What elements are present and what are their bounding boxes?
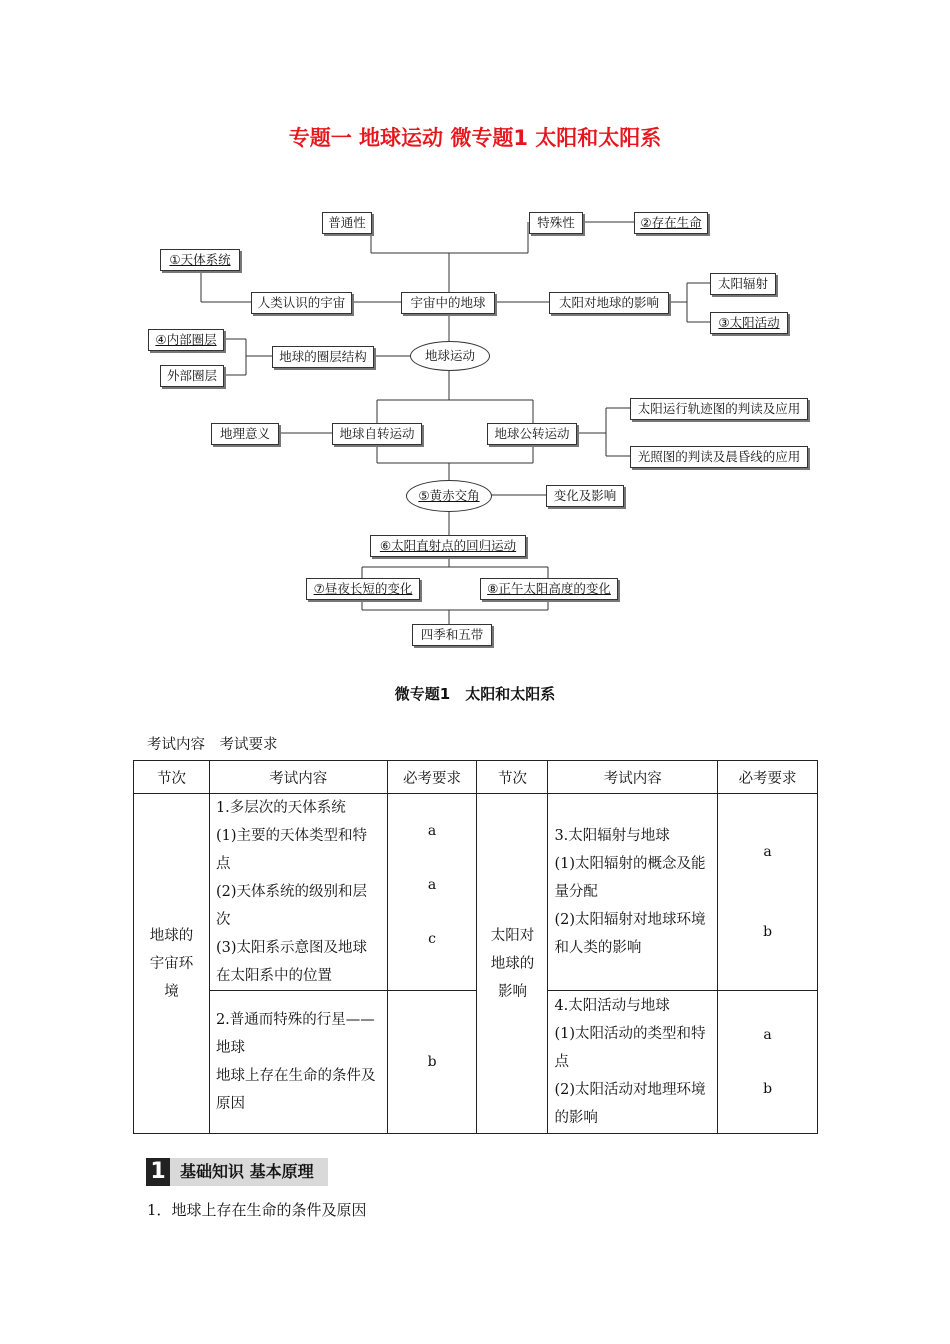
item-heading: 1．地球上存在生命的条件及原因	[147, 1201, 367, 1219]
header-cell: 必考要求	[387, 761, 477, 794]
req-value: a	[763, 844, 772, 860]
req-value: c	[428, 931, 436, 947]
req-value: a	[427, 877, 437, 893]
table-row	[134, 991, 818, 1134]
content-cell	[209, 991, 387, 1134]
header-cell: 考试内容	[209, 761, 387, 794]
node-yuzhou: 宇宙中的地球	[401, 292, 495, 314]
content-line: 3.太阳辐射与地球	[554, 828, 670, 844]
header-cell: 考试内容	[548, 761, 718, 794]
content-line: 1.多层次的天体系统	[215, 800, 346, 816]
node-teshuxing: 特殊性	[529, 212, 583, 234]
node-diqiuyundong: 地球运动	[410, 341, 490, 371]
req-cell: b	[387, 991, 477, 1134]
section-number: 1	[146, 1158, 170, 1186]
node-huangchi: ⑤黄赤交角	[406, 480, 492, 512]
content-cell	[548, 991, 718, 1134]
node-zhouye: ⑦昼夜长短的变化	[306, 578, 420, 600]
content-line: 地球上存在生命的条件及原因	[215, 1068, 376, 1112]
node-tianti: ①天体系统	[160, 249, 240, 271]
content-line: (2)太阳活动对地理环境的影响	[554, 1082, 706, 1126]
content-line: (1)太阳辐射的概念及能量分配	[554, 856, 706, 900]
section-name: 太阳对地球的影响	[490, 927, 535, 1000]
header-cell: 必考要求	[718, 761, 818, 794]
content-line: (1)主要的天体类型和特点	[215, 828, 367, 872]
node-gongzhuan: 地球公转运动	[487, 423, 577, 445]
node-guiji: 太阳运行轨迹图的判读及应用	[630, 398, 808, 420]
node-zhengwu: ⑧正午太阳高度的变化	[480, 578, 618, 600]
table-header-row	[134, 761, 818, 794]
req-value: a	[763, 1027, 772, 1043]
content-cell	[548, 794, 718, 991]
node-yingxiang: 太阳对地球的影响	[549, 292, 669, 314]
concept-map-lines	[0, 0, 950, 660]
node-fushe: 太阳辐射	[710, 273, 776, 295]
req-value: b	[763, 924, 773, 940]
section-name: 地球的宇宙环境	[149, 927, 194, 1000]
node-zizhuan: 地球自转运动	[332, 423, 422, 445]
content-line: (2)太阳辐射对地球环境和人类的影响	[554, 912, 706, 956]
node-dili: 地理意义	[211, 423, 279, 445]
req-value: b	[763, 1081, 773, 1097]
header-cell: 节次	[134, 761, 210, 794]
section-heading	[146, 1158, 328, 1186]
node-guangzhao: 光照图的判读及晨昏线的应用	[630, 446, 808, 468]
section-cell	[477, 794, 548, 1134]
req-value: a	[427, 823, 437, 839]
node-zhishe: ⑥太阳直射点的回归运动	[370, 535, 526, 557]
node-renlei: 人类认识的宇宙	[251, 292, 352, 314]
exam-table	[133, 760, 818, 1134]
node-cunzai: ②存在生命	[634, 212, 708, 234]
node-siji: 四季和五带	[412, 624, 492, 646]
req-cell	[718, 794, 818, 991]
req-cell	[387, 794, 477, 991]
node-putongxing: 普通性	[322, 212, 372, 234]
content-line: 4.太阳活动与地球	[554, 998, 670, 1014]
req-cell	[718, 991, 818, 1134]
subtitle: 微专题1 太阳和太阳系	[394, 685, 556, 703]
header-cell: 节次	[477, 761, 548, 794]
content-cell	[209, 794, 387, 991]
node-quanceng: 地球的圈层结构	[272, 346, 374, 368]
table-row	[134, 794, 818, 991]
section-title: 基础知识 基本原理	[170, 1158, 328, 1186]
node-waibu: 外部圈层	[160, 365, 224, 387]
page-title: 专题一 地球运动 微专题1 太阳和太阳系	[288, 126, 662, 150]
node-neibu: ④内部圈层	[148, 329, 224, 351]
content-line: (1)太阳活动的类型和特点	[554, 1026, 706, 1070]
content-line: 2.普通而特殊的行星——地球	[215, 1012, 375, 1056]
node-bianhua: 变化及影响	[546, 485, 624, 507]
node-huodong: ③太阳活动	[710, 312, 788, 334]
content-line: (2)天体系统的级别和层次	[215, 884, 367, 928]
exam-label: 考试内容 考试要求	[147, 737, 278, 753]
content-line: (3)太阳系示意图及地球在太阳系中的位置	[215, 940, 367, 984]
section-cell	[134, 794, 210, 1134]
